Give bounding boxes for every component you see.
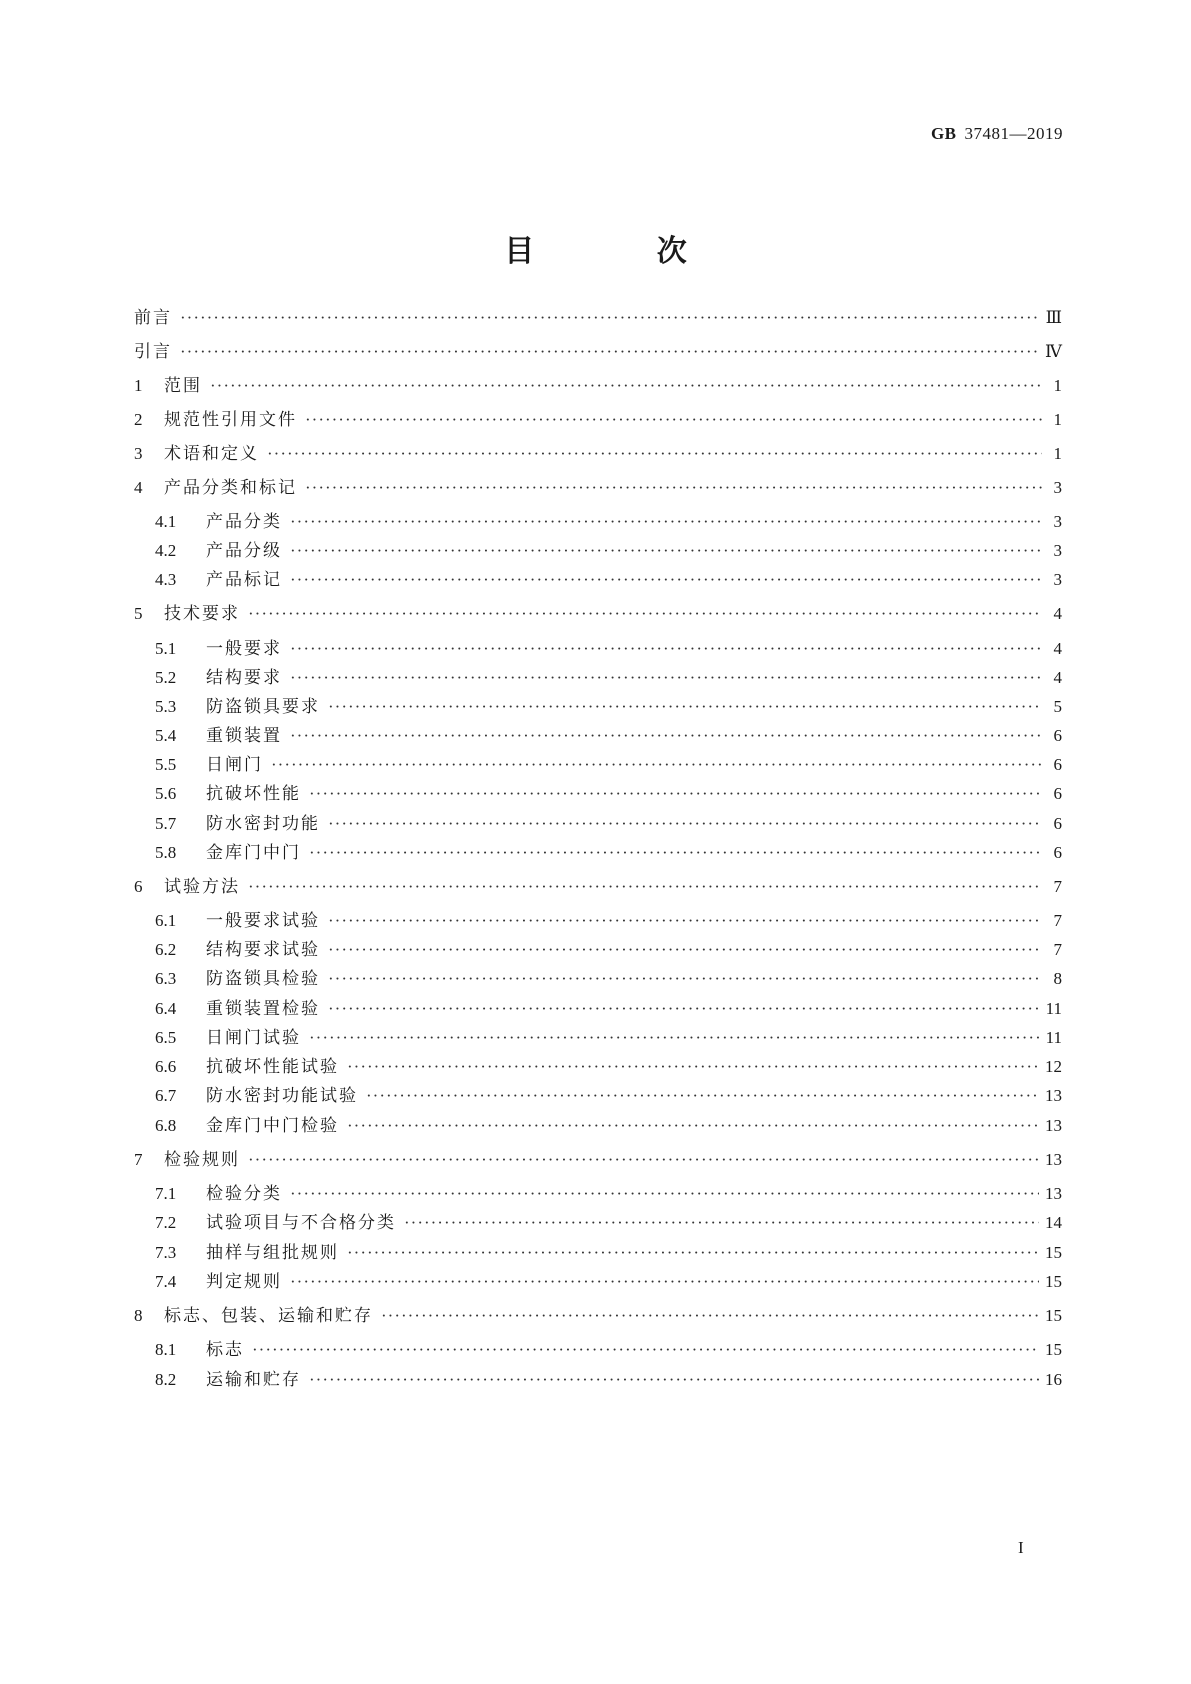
toc-leader-dots — [290, 1269, 1039, 1295]
toc-entry-number: 1 — [134, 376, 143, 395]
toc-entry-number: 5.8 — [155, 843, 177, 862]
toc-leader-dots — [366, 1083, 1039, 1109]
toc-entry[interactable] — [134, 1147, 1062, 1173]
toc-entry-page: 3 — [1053, 570, 1062, 589]
toc-entry[interactable] — [134, 373, 1062, 399]
toc-entry-label: 术语和定义 — [164, 444, 259, 464]
toc-entry[interactable] — [134, 407, 1062, 433]
toc-entry-label: 一般要求试验 — [206, 911, 320, 931]
toc-entry-label: 日闸门试验 — [206, 1028, 301, 1048]
toc-entry-label: 引言 — [134, 342, 172, 362]
toc-entry-label: 抗破坏性能试验 — [206, 1057, 339, 1077]
toc-leader-dots — [248, 601, 1042, 627]
toc-entry[interactable] — [155, 509, 1062, 535]
toc-entry-page: 6 — [1053, 814, 1062, 833]
standard-code: 37481—2019 — [964, 124, 1063, 143]
toc-entry-number: 2 — [134, 410, 143, 429]
toc-entry[interactable] — [155, 908, 1062, 934]
toc-leader-dots — [305, 407, 1042, 433]
toc-entry-page: 3 — [1053, 541, 1062, 560]
toc-entry-page: 4 — [1053, 639, 1062, 658]
toc-entry-number: 5 — [134, 604, 143, 623]
toc-entry-page: 6 — [1053, 784, 1062, 803]
toc-entry[interactable] — [155, 1181, 1062, 1207]
toc-entry-number: 6.8 — [155, 1116, 177, 1135]
toc-entry-page: 15 — [1045, 1272, 1062, 1291]
toc-entry-label: 抽样与组批规则 — [206, 1243, 339, 1263]
toc-entry-page: 16 — [1045, 1370, 1062, 1389]
toc-entry-label: 抗破坏性能 — [206, 784, 301, 804]
toc-entry-label: 产品分类和标记 — [164, 478, 297, 498]
toc-entry-label: 规范性引用文件 — [164, 410, 297, 430]
toc-entry-page: 7 — [1053, 877, 1062, 896]
toc-leader-dots — [290, 567, 1042, 593]
toc-entry[interactable] — [155, 1054, 1062, 1080]
toc-entry-number: 5.1 — [155, 639, 177, 658]
toc-leader-dots — [248, 1147, 1039, 1173]
toc-leader-dots — [290, 636, 1042, 662]
toc-entry[interactable] — [155, 937, 1062, 963]
toc-entry-page: 7 — [1053, 911, 1062, 930]
toc-entry-page: 5 — [1053, 697, 1062, 716]
toc-entry-page: 8 — [1053, 969, 1062, 988]
toc-entry-number: 8.2 — [155, 1370, 177, 1389]
toc-leader-dots — [328, 996, 1040, 1022]
toc-entry-number: 5.5 — [155, 755, 177, 774]
toc-leader-dots — [328, 937, 1042, 963]
toc-entry-label: 产品分类 — [206, 512, 282, 532]
toc-leader-dots — [309, 1367, 1039, 1393]
toc-entry-number: 7.1 — [155, 1184, 177, 1203]
toc-entry-label: 运输和贮存 — [206, 1370, 301, 1390]
toc-entry[interactable] — [155, 538, 1062, 564]
toc-entry-page: 6 — [1053, 843, 1062, 862]
toc-entry-number: 6.7 — [155, 1086, 177, 1105]
toc-entry-number: 7.3 — [155, 1243, 177, 1262]
toc-entry-page: 1 — [1053, 444, 1062, 463]
toc-entry-page: 13 — [1045, 1116, 1062, 1135]
toc-entry-page: 13 — [1045, 1150, 1062, 1169]
toc-leader-dots — [248, 874, 1042, 900]
toc-entry[interactable] — [155, 1269, 1062, 1295]
toc-entry-number: 8.1 — [155, 1340, 177, 1359]
footer-page-number: I — [1018, 1538, 1024, 1557]
toc-entry-label: 金库门中门检验 — [206, 1116, 339, 1136]
toc-entry-label: 前言 — [134, 308, 172, 328]
toc-entry-label: 检验规则 — [164, 1150, 240, 1170]
toc-entry[interactable] — [134, 601, 1062, 627]
toc-entry-label: 产品分级 — [206, 541, 282, 561]
toc-entry-page: 4 — [1053, 604, 1062, 623]
toc-entry-page: 7 — [1053, 940, 1062, 959]
toc-entry[interactable] — [155, 1337, 1062, 1363]
toc-entry[interactable] — [155, 1113, 1062, 1139]
toc-entry-label: 试验项目与不合格分类 — [206, 1213, 396, 1233]
toc-leader-dots — [290, 509, 1042, 535]
toc-leader-dots — [271, 752, 1042, 778]
toc-leader-dots — [347, 1113, 1039, 1139]
toc-entry[interactable] — [155, 781, 1062, 807]
toc-entry[interactable] — [155, 1210, 1062, 1236]
toc-entry-page: 15 — [1045, 1340, 1062, 1359]
toc-entry-number: 6.6 — [155, 1057, 177, 1076]
toc-entry[interactable] — [155, 1240, 1062, 1266]
toc-entry-label: 防盗锁具要求 — [206, 697, 320, 717]
toc-entry-number: 6.1 — [155, 911, 177, 930]
toc-entry-number: 5.3 — [155, 697, 177, 716]
toc-entry-label: 检验分类 — [206, 1184, 282, 1204]
toc-entry[interactable] — [155, 723, 1062, 749]
toc-entry-page: Ⅳ — [1045, 342, 1062, 361]
toc-entry-label: 重锁装置 — [206, 726, 282, 746]
toc-entry-number: 7.4 — [155, 1272, 177, 1291]
toc-entry-label: 标志、包装、运输和贮存 — [164, 1306, 373, 1326]
toc-entry-page: 1 — [1053, 410, 1062, 429]
standard-prefix: GB — [930, 124, 957, 143]
toc-leader-dots — [328, 908, 1042, 934]
toc-entry[interactable] — [155, 694, 1062, 720]
toc-entry-label: 试验方法 — [164, 877, 240, 897]
toc-leader-dots — [347, 1240, 1039, 1266]
toc-entry[interactable] — [134, 1303, 1062, 1329]
toc-leader-dots — [290, 538, 1042, 564]
toc-entry[interactable] — [155, 752, 1062, 778]
toc-entry-number: 5.6 — [155, 784, 177, 803]
toc-entry-page: 3 — [1053, 512, 1062, 531]
toc-entry-label: 防水密封功能 — [206, 814, 320, 834]
toc-entry[interactable] — [134, 441, 1062, 467]
toc-entry-label: 判定规则 — [206, 1272, 282, 1292]
toc-entry-number: 7 — [134, 1150, 143, 1169]
toc-entry[interactable] — [155, 1367, 1062, 1393]
toc-entry-number: 5.7 — [155, 814, 177, 833]
toc-leader-dots — [309, 781, 1042, 807]
toc-leader-dots — [305, 475, 1042, 501]
toc-entry-page: 6 — [1053, 755, 1062, 774]
toc-entry-page: 13 — [1045, 1184, 1062, 1203]
toc-entry-number: 6.2 — [155, 940, 177, 959]
toc-entry-number: 5.4 — [155, 726, 177, 745]
toc-leader-dots — [267, 441, 1042, 467]
toc-entry-page: 11 — [1045, 1028, 1062, 1047]
toc-entry-number: 4.2 — [155, 541, 177, 560]
toc-entry[interactable] — [155, 1025, 1062, 1051]
toc-entry[interactable] — [134, 874, 1062, 900]
toc-entry-number: 4.1 — [155, 512, 177, 531]
toc-entry-number: 4.3 — [155, 570, 177, 589]
toc-entry-label: 一般要求 — [206, 639, 282, 659]
toc-entry[interactable] — [155, 811, 1062, 837]
toc-entry[interactable] — [155, 996, 1062, 1022]
toc-entry-label: 产品标记 — [206, 570, 282, 590]
toc-entry-number: 3 — [134, 444, 143, 463]
toc-entry-label: 技术要求 — [164, 604, 240, 624]
toc-entry[interactable] — [134, 305, 1062, 331]
toc-entry-number: 6 — [134, 877, 143, 896]
toc-entry-number: 4 — [134, 478, 143, 497]
toc-entry-page: 4 — [1053, 668, 1062, 687]
page-title: 目 次 — [504, 234, 743, 269]
toc-entry[interactable] — [134, 475, 1062, 501]
toc-leader-dots — [381, 1303, 1039, 1329]
toc-entry[interactable] — [155, 636, 1062, 662]
toc-leader-dots — [328, 811, 1042, 837]
toc-leader-dots — [347, 1054, 1039, 1080]
toc-entry[interactable] — [155, 567, 1062, 593]
toc-entry-label: 标志 — [206, 1340, 244, 1360]
toc-entry-page: 11 — [1045, 999, 1062, 1018]
toc-entry-page: 1 — [1053, 376, 1062, 395]
toc-entry-number: 6.3 — [155, 969, 177, 988]
toc-entry-page: Ⅲ — [1045, 308, 1062, 327]
toc-entry[interactable] — [155, 840, 1062, 866]
toc-entry[interactable] — [155, 966, 1062, 992]
toc-leader-dots — [328, 966, 1042, 992]
toc-leader-dots — [180, 339, 1039, 365]
toc-entry-label: 金库门中门 — [206, 843, 301, 863]
toc-entry-label: 结构要求 — [206, 668, 282, 688]
toc-entry-number: 6.5 — [155, 1028, 177, 1047]
toc-entry-label: 重锁装置检验 — [206, 999, 320, 1019]
toc-entry-number: 5.2 — [155, 668, 177, 687]
toc-entry-page: 6 — [1053, 726, 1062, 745]
toc-entry-label: 范围 — [164, 376, 202, 396]
toc-leader-dots — [180, 305, 1040, 331]
toc-entry-number: 8 — [134, 1306, 143, 1325]
toc-entry-page: 14 — [1045, 1213, 1062, 1232]
toc-entry-page: 3 — [1053, 478, 1062, 497]
toc-leader-dots — [404, 1210, 1039, 1236]
toc-entry-number: 6.4 — [155, 999, 177, 1018]
toc-entry-label: 结构要求试验 — [206, 940, 320, 960]
toc-entry-page: 13 — [1045, 1086, 1062, 1105]
toc-leader-dots — [328, 694, 1042, 720]
toc-entry-label: 日闸门 — [206, 755, 263, 775]
toc-entry-page: 15 — [1045, 1306, 1062, 1325]
toc-leader-dots — [290, 723, 1042, 749]
toc-leader-dots — [309, 840, 1042, 866]
toc-entry-label: 防水密封功能试验 — [206, 1086, 358, 1106]
toc-entry-page: 15 — [1045, 1243, 1062, 1262]
toc-entry[interactable] — [134, 339, 1062, 365]
toc-leader-dots — [290, 1181, 1039, 1207]
toc-entry[interactable] — [155, 1083, 1062, 1109]
toc-leader-dots — [252, 1337, 1039, 1363]
toc-leader-dots — [309, 1025, 1040, 1051]
toc-entry-number: 7.2 — [155, 1213, 177, 1232]
toc-leader-dots — [290, 665, 1042, 691]
toc-entry-page: 12 — [1045, 1057, 1062, 1076]
toc-entry[interactable] — [155, 665, 1062, 691]
toc-entry-label: 防盗锁具检验 — [206, 969, 320, 989]
toc-leader-dots — [210, 373, 1042, 399]
